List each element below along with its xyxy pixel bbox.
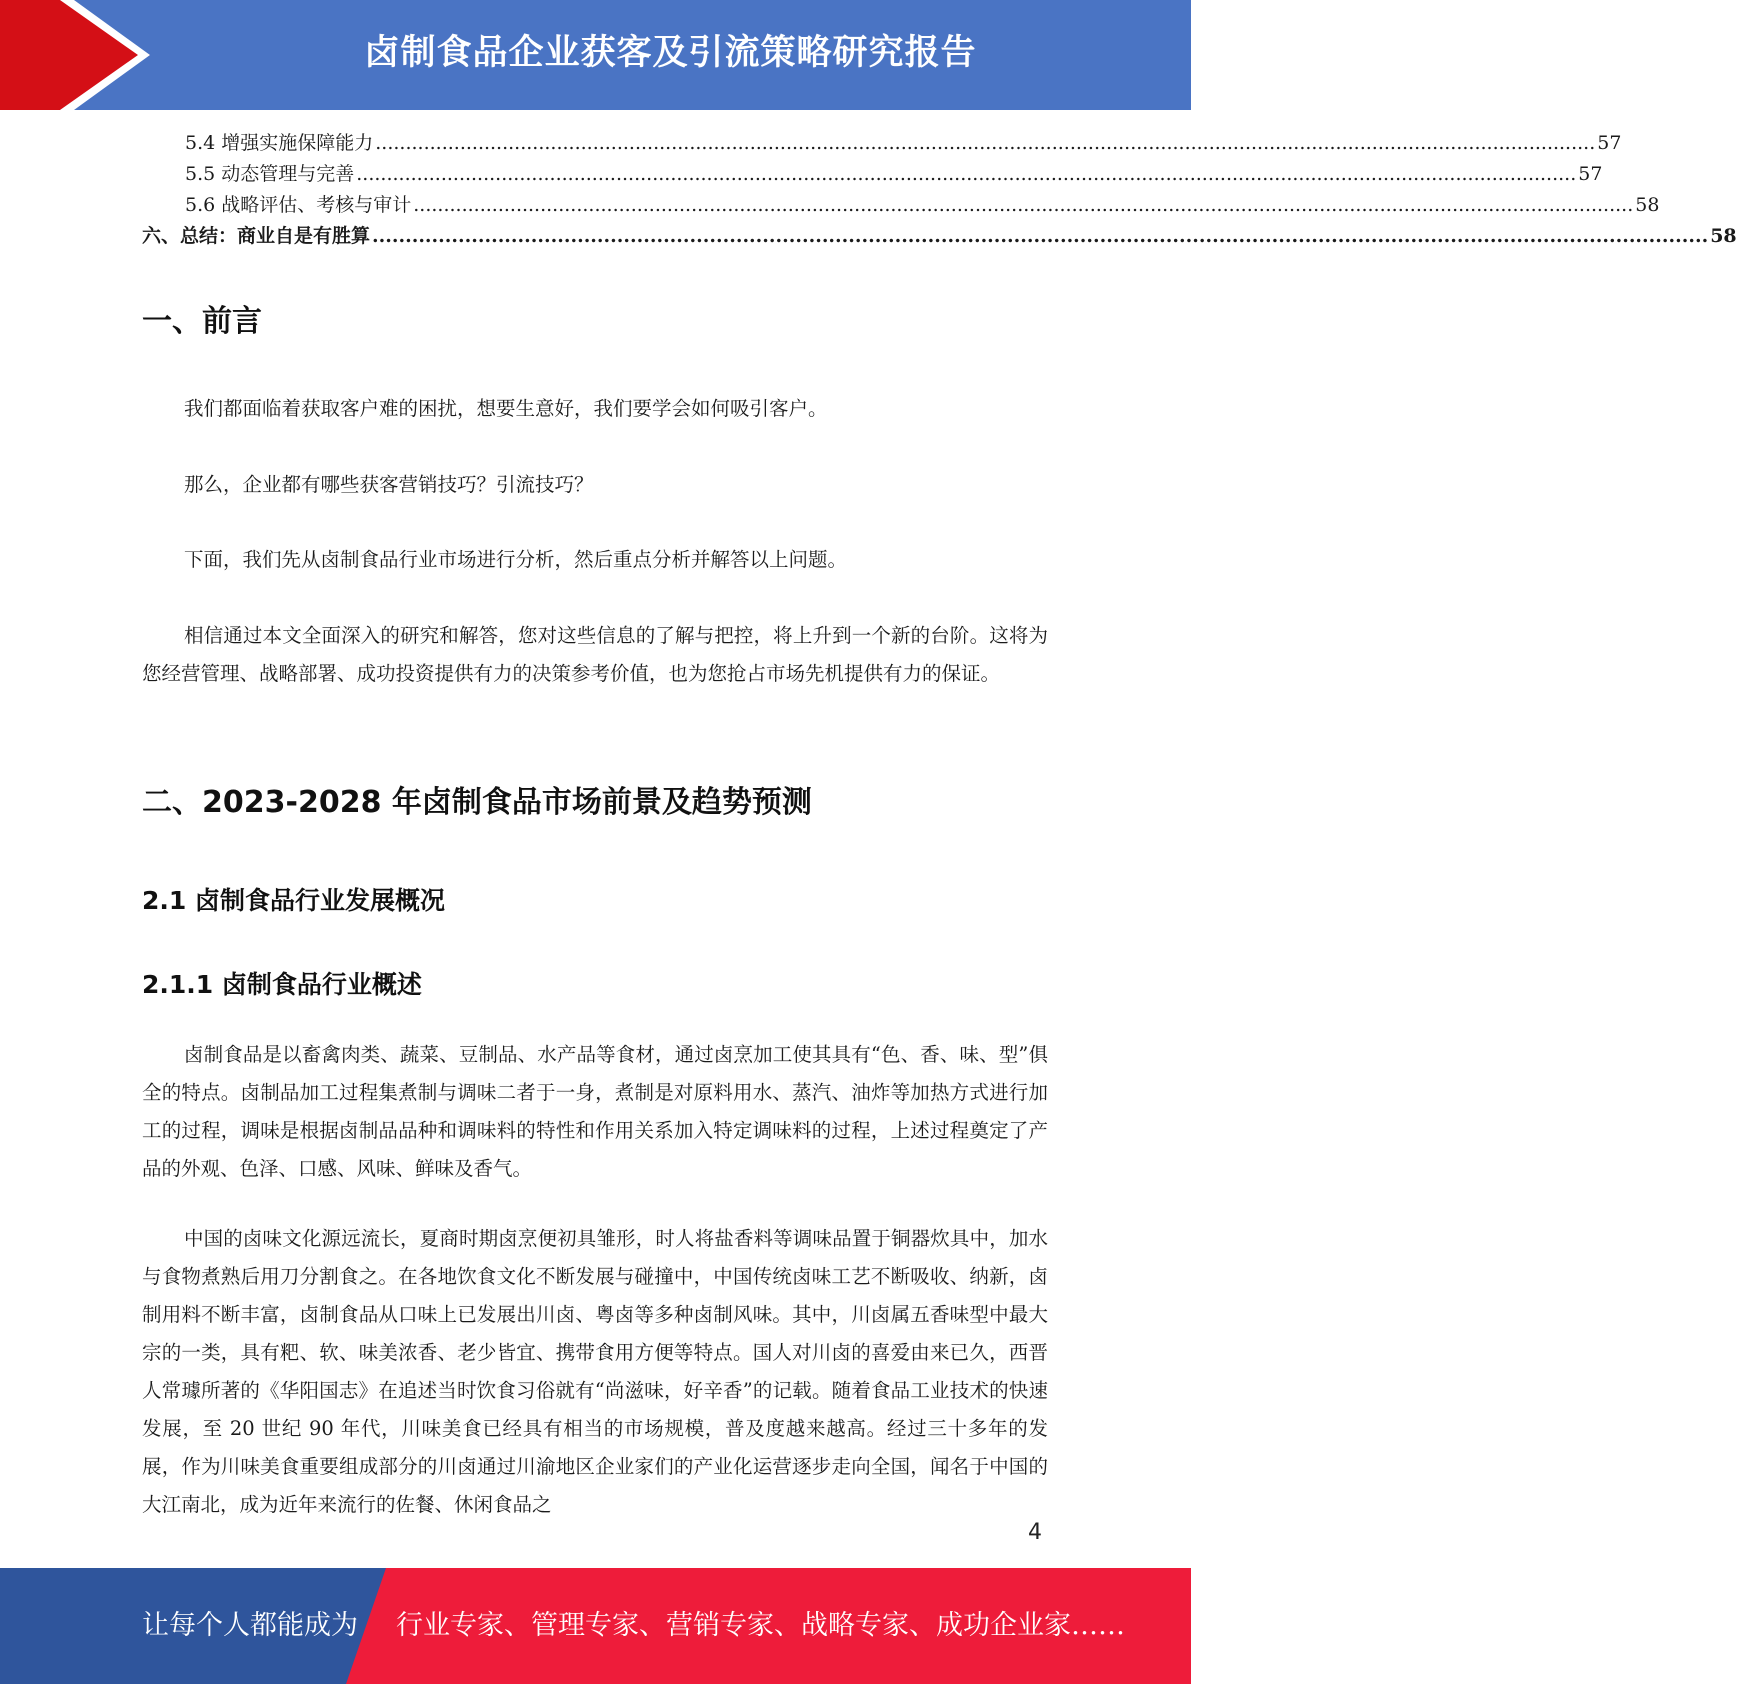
paragraph: 中国的卤味文化源远流长，夏商时期卤烹便初具雏形，时人将盐香料等调味品置于铜器炊具中，加水与食物煮熟后用刀分割食之。在各地饮食文化不断发展与碰撞中，中国传统卤味工艺不断吸收、纳新，卤制用料不断丰富，卤制食品从口味上已发展出川卤、粤卤等多种卤制风味。其中，川卤属五香味型中最大宗的一类，具有粑、软、味美浓香、老少皆宜、携带食用方便等特点。国人对川卤的喜爱由来已久，西晋人常璩所著的《华阳国志》在追述当时饮食习俗就有“尚滋味，好辛香”的记载。随着食品工业技术的快速发展，至 20 世纪 90 年代，川味美食已经具有相当的市场规模，普及度越来越高。经过三十多年的发展，作为川味美食重要组成部分的川卤通过川渝地区企业家们的产业化运营逐步走向全国，闻名于中国的大江南北，成为近年来流行的佐餐、休闲食品之	[142, 1227, 1048, 1516]
toc-entry-label: 5.4 增强实施保障能力	[185, 132, 374, 154]
footer-band	[0, 1568, 1191, 1684]
paragraph: 下面，我们先从卤制食品行业市场进行分析，然后重点分析并解答以上问题。	[184, 548, 848, 571]
footer-slogan-right: 行业专家、管理专家、营销专家、战略专家、成功企业家……	[396, 1610, 1125, 1641]
toc-entry-label: 六、总结：商业自是有胜算	[142, 225, 371, 247]
paragraph: 那么，企业都有哪些获客营销技巧？引流技巧？	[184, 473, 594, 496]
toc-entry[interactable]	[142, 221, 1737, 252]
toc-entry-label: 5.6 战略评估、考核与审计	[185, 194, 412, 216]
toc-entry[interactable]	[142, 190, 1660, 221]
report-title: 卤制食品企业获客及引流策略研究报告	[364, 33, 977, 73]
toc-leader-dots: ..........................................................................................................................................................................................................	[356, 163, 1577, 185]
subsection-heading: 2.1 卤制食品行业发展概况	[142, 886, 445, 915]
toc-leader-dots: ..........................................................................................................................................................................................................	[413, 194, 1634, 216]
section-heading-market-forecast: 二、2023-2028 年卤制食品市场前景及趋势预测	[142, 785, 812, 820]
table-of-contents	[142, 128, 1737, 252]
toc-leader-dots: ..........................................................................................................................................................................................................	[372, 225, 1709, 247]
toc-entry[interactable]	[142, 159, 1603, 190]
paragraph: 卤制食品是以畜禽肉类、蔬菜、豆制品、水产品等食材，通过卤烹加工使其具有“色、香、味、型”俱全的特点。卤制品加工过程集煮制与调味二者于一身，煮制是对原料用水、蒸汽、油炸等加热方式进行加工的过程，调味是根据卤制品品种和调味料的特性和作用关系加入特定调味料的过程，上述过程奠定了产品的外观、色泽、口感、风味、鲜味及香气。	[142, 1043, 1048, 1180]
toc-entry-page: 58	[1635, 194, 1660, 216]
toc-entry-page: 57	[1597, 132, 1622, 154]
toc-leader-dots: ..........................................................................................................................................................................................................	[375, 132, 1596, 154]
section-heading-preface: 一、前言	[142, 304, 262, 339]
toc-entry-page: 57	[1578, 163, 1603, 185]
subsubsection-heading: 2.1.1 卤制食品行业概述	[142, 970, 422, 999]
page-number: 4	[1028, 1520, 1042, 1545]
toc-entry-page: 58	[1710, 225, 1737, 247]
red-chevron-logo	[0, 0, 150, 110]
header-band	[0, 0, 1191, 110]
toc-entry[interactable]	[142, 128, 1622, 159]
footer-slogan-left: 让每个人都能成为	[142, 1610, 358, 1641]
paragraph: 相信通过本文全面深入的研究和解答，您对这些信息的了解与把控，将上升到一个新的台阶。这将为您经营管理、战略部署、成功投资提供有力的决策参考价值，也为您抢占市场先机提供有力的保证。	[142, 624, 1048, 685]
toc-entry-label: 5.5 动态管理与完善	[185, 163, 355, 185]
paragraph: 我们都面临着获取客户难的困扰，想要生意好，我们要学会如何吸引客户。	[184, 397, 828, 420]
